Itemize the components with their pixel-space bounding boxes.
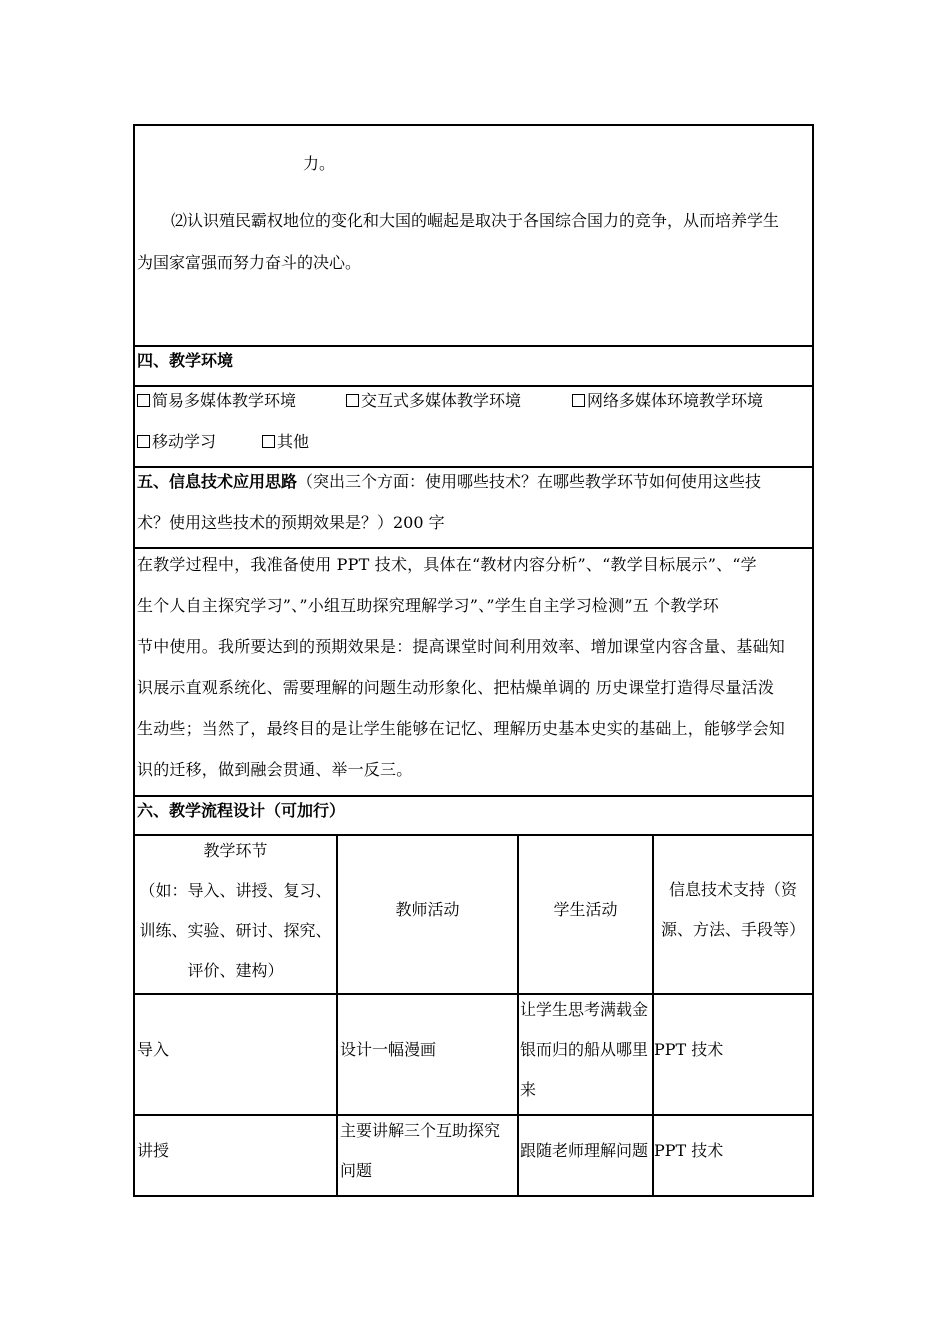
section5-body-line: 节中使用。我所要达到的预期效果是：提高课堂时间利用效率、增加课堂内容含量、基础知 — [137, 637, 786, 656]
row-divider — [135, 795, 812, 797]
header-stage-line: 教学环节 — [203, 841, 268, 860]
column-divider — [336, 834, 338, 1197]
header-tech — [654, 870, 812, 950]
section5-body-line: 识的迁移，做到融会贯通、举一反三。 — [137, 760, 413, 779]
table-row-student — [520, 990, 648, 1110]
table-row-teacher-line: 主要讲解三个互助探究 — [340, 1121, 501, 1140]
section6-heading: 六、教学流程设计（可加行） — [137, 801, 346, 820]
table-row-teacher-line: 问题 — [340, 1161, 373, 1180]
checkbox-label: 其他 — [277, 432, 310, 451]
header-stage-line: 评价、建构） — [187, 961, 284, 980]
checkbox-label: 移动学习 — [152, 432, 217, 451]
table-row-stage: 讲授 — [137, 1141, 170, 1160]
column-divider — [517, 834, 519, 1197]
row-divider — [135, 993, 812, 995]
table-row-tech: PPT 技术 — [654, 1040, 724, 1059]
section5-heading-rest: （突出三个方面：使用哪些技术？在哪些教学环节如何使用这些技 — [297, 472, 762, 491]
header-student: 学生活动 — [553, 900, 618, 919]
row-divider — [135, 385, 812, 387]
lesson-plan-table — [133, 124, 814, 1197]
checkbox-simple-multimedia[interactable] — [137, 391, 296, 411]
checkbox-box[interactable] — [137, 435, 150, 448]
checkbox-box[interactable] — [262, 435, 275, 448]
header-stage — [135, 831, 336, 991]
section5-body-line: 识展示直观系统化、需要理解的问题生动形象化、把枯燥单调的 历史课堂打造得尽量活泼 — [137, 678, 775, 697]
section5-body — [137, 544, 813, 790]
row-divider — [135, 466, 812, 468]
checkbox-interactive-multimedia[interactable] — [346, 391, 521, 411]
header-tech-line: 源、方法、手段等） — [660, 920, 805, 939]
section5-body-line: 生动些；当然了，最终目的是让学生能够在记忆、理解历史基本史实的基础上，能够学会知 — [137, 719, 786, 738]
section5-body-line: 生个人自主探究学习”、”小组互助探究理解学习”、”学生自主学习检测”五 个教学环 — [137, 596, 719, 615]
section5-heading-bold: 五、信息技术应用思路 — [137, 472, 298, 491]
section5-heading — [137, 472, 761, 492]
checkbox-label: 简易多媒体教学环境 — [152, 391, 297, 410]
table-row-student-line: 来 — [520, 1080, 537, 1099]
header-teacher: 教师活动 — [395, 900, 460, 919]
header-stage-line: 训练、实验、研讨、探究、 — [139, 921, 332, 940]
section5-heading-line2: 术？使用这些技术的预期效果是？）200 字 — [137, 513, 445, 532]
section3-line-li: 力。 — [303, 154, 336, 173]
checkbox-label: 网络多媒体环境教学环境 — [587, 391, 764, 410]
checkbox-box[interactable] — [572, 394, 585, 407]
table-row-tech: PPT 技术 — [654, 1141, 724, 1160]
checkbox-label: 交互式多媒体教学环境 — [361, 391, 522, 410]
header-stage-line: （如：导入、讲授、复习、 — [139, 881, 332, 900]
table-row-teacher — [340, 1111, 500, 1191]
section5-body-line: 在教学过程中，我准备使用 PPT 技术，具体在“教材内容分析”、“教学目标展示”、“学 — [137, 555, 757, 574]
section3-item2-line2: 为国家富强而努力奋斗的决心。 — [137, 253, 362, 272]
header-tech-line: 信息技术支持（资 — [668, 880, 797, 899]
row-divider — [135, 345, 812, 347]
checkbox-network-multimedia[interactable] — [572, 391, 763, 411]
checkbox-box[interactable] — [346, 394, 359, 407]
table-row-student: 跟随老师理解问题 — [520, 1141, 649, 1160]
checkbox-box[interactable] — [137, 394, 150, 407]
table-row-student-line: 银而归的船从哪里 — [520, 1040, 649, 1059]
table-row-teacher: 设计一幅漫画 — [340, 1040, 437, 1059]
section3-item2-line1: ⑵认识殖民霸权地位的变化和大国的崛起是取决于各国综合国力的竞争，从而培养学生 — [171, 211, 780, 230]
section4-heading: 四、教学环境 — [137, 351, 234, 370]
checkbox-other[interactable] — [262, 432, 309, 452]
table-row-student-line: 让学生思考满载金 — [520, 1000, 649, 1019]
table-row-stage: 导入 — [137, 1040, 170, 1059]
checkbox-mobile-learning[interactable] — [137, 432, 216, 452]
